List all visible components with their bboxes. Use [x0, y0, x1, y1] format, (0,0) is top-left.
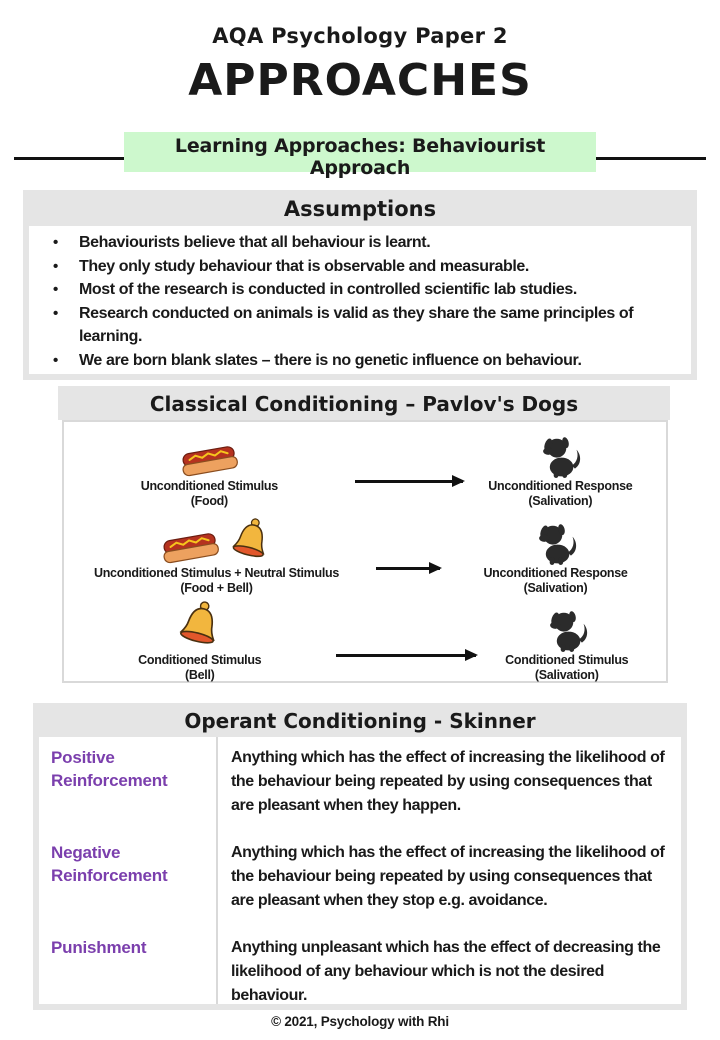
response-label: Conditioned Stimulus — [505, 653, 629, 667]
dog-icon — [545, 607, 589, 653]
operant-conditioning-section — [33, 703, 687, 1010]
hotdog-icon — [180, 441, 238, 477]
definition-negative-reinforcement: Anything which has the effect of increasing the likelihood of the behaviour being repeated by using consequences that are pleasant when they stop e.g. avoidance. — [231, 844, 665, 909]
stimulus-sublabel: (Food + Bell) — [180, 581, 253, 595]
stimulus-cell — [64, 596, 336, 683]
bell-icon — [176, 599, 224, 651]
response-cell — [453, 509, 658, 596]
page-title: APPROACHES — [188, 55, 532, 106]
classical-row-unconditioned — [64, 422, 666, 509]
stimulus-label: Unconditioned Stimulus + Neutral Stimulus — [93, 566, 339, 580]
dog-icon — [538, 433, 582, 479]
classical-conditioning-title: Classical Conditioning – Pavlov's Dogs — [58, 386, 670, 420]
response-sublabel: (Salivation) — [523, 581, 588, 595]
stimulus-sublabel: (Food) — [190, 494, 228, 508]
response-sublabel: (Salivation) — [534, 668, 599, 682]
operant-conditioning-title: Operant Conditioning - Skinner — [184, 709, 536, 733]
arrow-icon — [369, 509, 453, 596]
arrow-icon — [355, 422, 463, 509]
assumption-item: • Behaviourists believe that all behaviour is learnt. — [37, 231, 683, 255]
term-punishment: Punishment — [39, 927, 218, 1004]
classical-row-conditioned — [64, 596, 666, 683]
definition-positive-reinforcement: Anything which has the effect of increasing the likelihood of the behaviour being repeated by using consequences that are pleasant when they happen. — [231, 749, 665, 814]
assumption-item: • They only study behaviour that is observable and measurable. — [37, 255, 683, 279]
definition-punishment: Anything unpleasant which has the effect of decreasing the likelihood of any behaviour which is not the desired behaviour. — [231, 939, 661, 1004]
stimulus-label: Unconditioned Stimulus — [140, 479, 278, 493]
assumptions-list — [29, 226, 691, 374]
stimulus-sublabel: (Bell) — [185, 668, 215, 682]
assumption-item: • We are born blank slates – there is no genetic influence on behaviour. — [37, 349, 683, 373]
assumption-item: • Most of the research is conducted in controlled scientific lab studies. — [37, 278, 683, 302]
course-title: AQA Psychology Paper 2 — [212, 24, 508, 48]
dog-icon — [534, 520, 578, 566]
response-cell — [463, 422, 658, 509]
response-label: Unconditioned Response — [488, 479, 633, 493]
topic-label: Learning Approaches: Behaviourist Approach — [174, 135, 546, 179]
classical-conditioning-diagram — [62, 420, 668, 683]
copyright-credit: © 2021, Psychology with Rhi — [271, 1014, 449, 1029]
topic-highlight — [124, 132, 596, 179]
term-positive-reinforcement: Positive Reinforcement — [39, 737, 218, 832]
arrow-icon — [336, 596, 476, 683]
bell-icon — [229, 516, 273, 564]
assumption-item: • Research conducted on animals is valid as they share the same principles of learning. — [37, 302, 683, 349]
response-sublabel: (Salivation) — [528, 494, 593, 508]
assumptions-section — [23, 190, 697, 380]
stimulus-cell — [64, 422, 355, 509]
stimulus-cell — [64, 509, 369, 596]
assumptions-title: Assumptions — [283, 197, 437, 221]
response-cell — [476, 596, 658, 683]
response-label: Unconditioned Response — [483, 566, 628, 580]
hotdog-icon — [161, 528, 219, 564]
stimulus-label: Conditioned Stimulus — [138, 653, 262, 667]
term-negative-reinforcement: Negative Reinforcement — [39, 832, 218, 927]
operant-table — [39, 737, 681, 1004]
classical-row-pairing — [64, 509, 666, 596]
